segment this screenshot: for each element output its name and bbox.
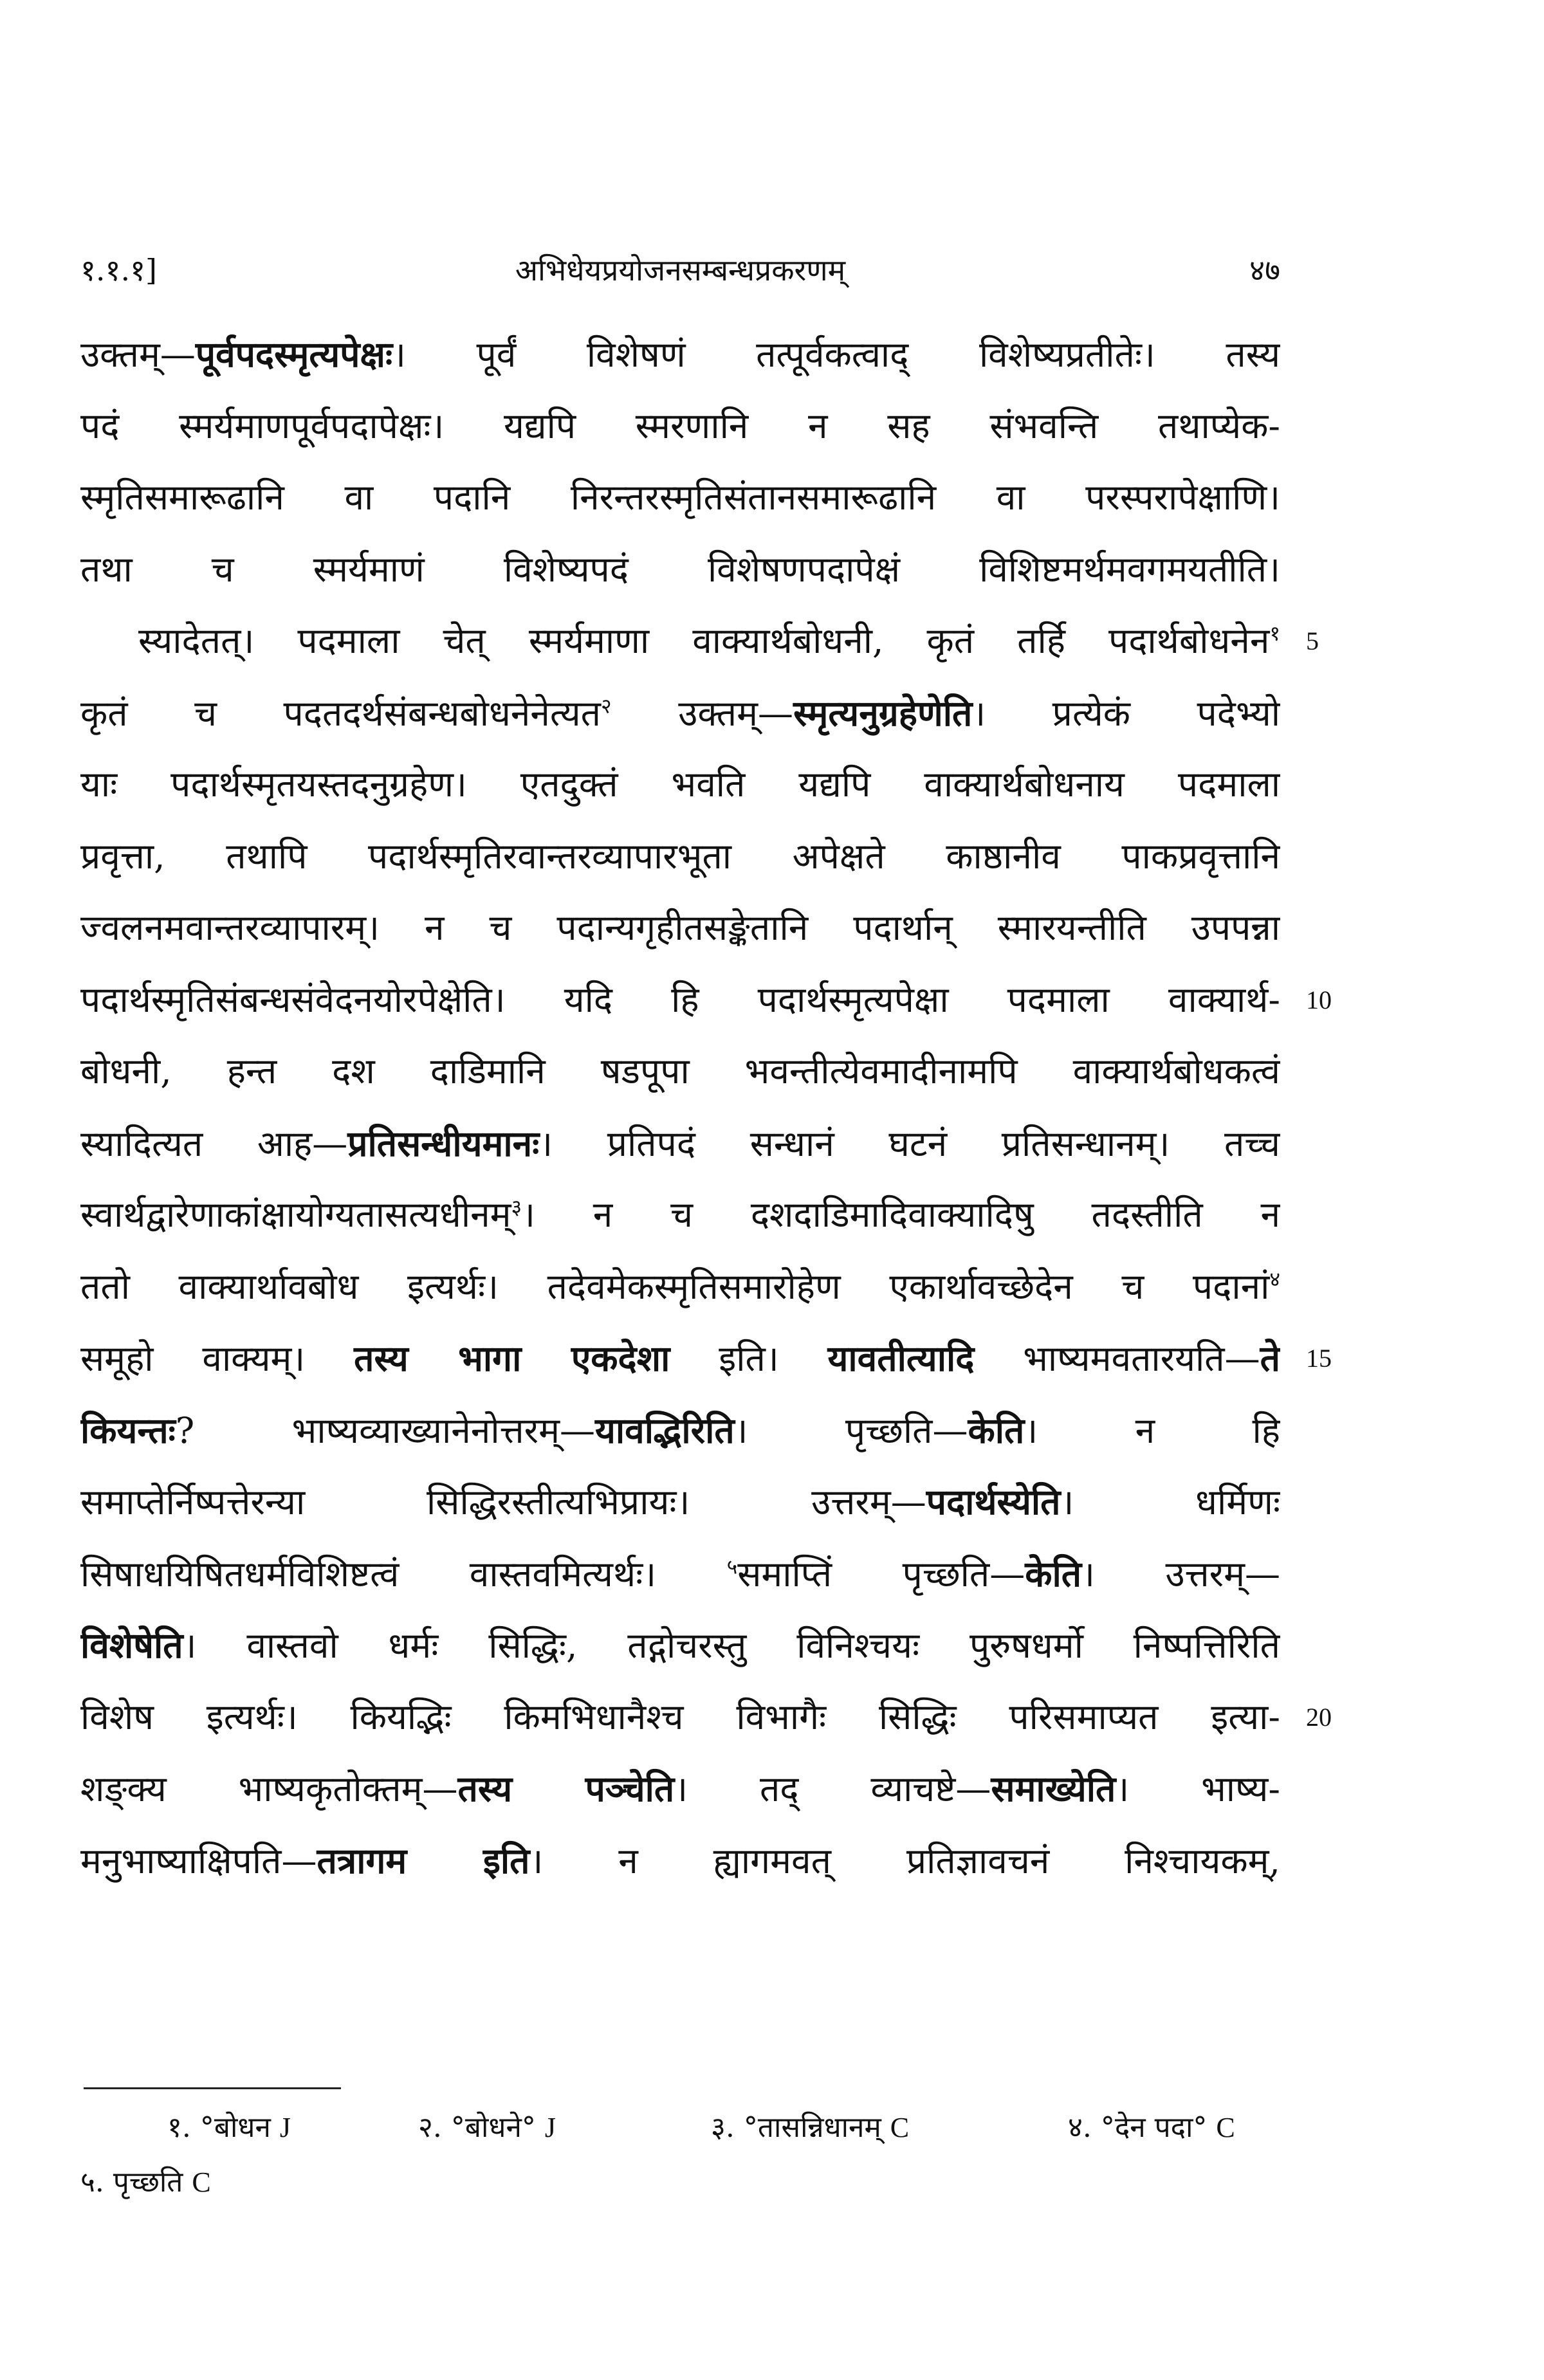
text-line [80, 1036, 1280, 1108]
text-run: । पृच्छति— [734, 1409, 968, 1451]
text-run: स्मृतिसमारूढानि वा पदानि निरन्तरस्मृतिसंतानसमारूढानि वा परस्परापेक्षाणि। [80, 477, 1280, 518]
text-run: शङ्क्य भाष्यकृतोक्तम्— [80, 1768, 458, 1809]
line-number: 5 [1306, 627, 1319, 655]
text-line [80, 1179, 1280, 1251]
text-line [80, 318, 1280, 390]
text-line [80, 1251, 1280, 1323]
text-run: पदं स्मर्यमाणपूर्वपदापेक्षः। यद्यपि स्मरणानि न सह संभवन्ति तथाप्येक- [80, 405, 1280, 446]
text-line [80, 1323, 1280, 1395]
main-text [80, 318, 1332, 1896]
text-run: मनुभाष्याक्षिपति— [80, 1840, 317, 1881]
text-line [80, 1395, 1280, 1467]
text-run: । भाष्य- [1116, 1768, 1280, 1809]
bold-lemma: प्रतिसन्धीयमानः [347, 1122, 540, 1164]
footnote-marker: ४ [1269, 1267, 1280, 1292]
bold-lemma: केति [1025, 1552, 1082, 1595]
text-run: समूहो वाक्यम्। [80, 1338, 354, 1379]
footnote-marker: १ [1269, 621, 1280, 646]
text-line [80, 749, 1280, 821]
page-number: ४७ [1249, 253, 1280, 288]
bold-lemma: समाख्येति [991, 1768, 1116, 1809]
text-run: । उत्तरम्— [1081, 1553, 1280, 1595]
footnote-5: ५. पृच्छति C [80, 2166, 211, 2199]
footnote-row [80, 2155, 1280, 2210]
bold-lemma: पूर्वपदस्मृत्यपेक्षः [195, 333, 393, 375]
text-run: ? भाष्यव्याख्यानेनोत्तरम्— [175, 1409, 595, 1451]
bold-lemma: तत्रागम इति [317, 1839, 530, 1881]
text-line [80, 1681, 1280, 1753]
text-line [80, 534, 1280, 606]
text-line [80, 462, 1280, 534]
text-run: समाप्तिं पृच्छति— [737, 1553, 1025, 1595]
text-line [80, 1466, 1280, 1538]
text-run: । न ह्यागमवत् प्रतिज्ञावचनं निश्चायकम्, [529, 1840, 1280, 1881]
bold-lemma: यावतीत्यादि [827, 1337, 975, 1379]
text-run: समाप्तेर्निष्पत्तेरन्या सिद्धिरस्तीत्यभिप्रायः। उत्तरम्— [80, 1481, 926, 1523]
text-line [80, 605, 1280, 677]
text-line [80, 1609, 1280, 1681]
bold-lemma: पदार्थस्येति [926, 1481, 1061, 1523]
text-line [80, 1825, 1280, 1897]
text-run: इति। [670, 1338, 828, 1379]
text-run: । प्रतिपदं सन्धानं घटनं प्रतिसन्धानम्। तच्च [539, 1122, 1280, 1164]
text-run: ततो वाक्यार्थावबोध इत्यर्थः। तदेवमेकस्मृतिसमारोहेण एकार्थावच्छेदेन च पदानां [80, 1265, 1270, 1307]
footnote-1: १. °बोधन J [167, 2111, 291, 2144]
text-run: । तद् व्याचष्टे— [674, 1768, 991, 1809]
text-line [80, 1108, 1280, 1180]
footnote-3: ३. °तासन्निधानम् C [711, 2111, 910, 2144]
bold-lemma: कियन्तः [80, 1409, 176, 1451]
text-run: । पूर्वं विशेषणं तत्पूर्वकत्वाद् विशेष्यप्रतीतेः। तस्य [392, 334, 1280, 375]
text-run: स्यादित्यत आह— [80, 1122, 348, 1164]
bold-lemma: तस्य पञ्चेति [457, 1768, 675, 1809]
text-run: स्यादेतत्। पदमाला चेत् स्मर्यमाणा वाक्यार्थबोधनी, कृतं तर्हि पदार्थबोधनेन [138, 620, 1270, 661]
text-line [80, 821, 1280, 893]
text-run: विशेष इत्यर्थः। कियद्भिः किमभिधानैश्च विभागैः सिद्धिः परिसमाप्यत इत्या- [80, 1696, 1280, 1737]
bold-lemma: केति [968, 1409, 1025, 1451]
text-run: याः पदार्थस्मृतयस्तदनुग्रहेण। एतदुक्तं भवति यद्यपि वाक्यार्थबोधनाय पदमाला [80, 764, 1280, 805]
text-run: पदार्थस्मृतिसंबन्धसंवेदनयोरपेक्षेति। यदि हि पदार्थस्मृत्यपेक्षा पदमाला वाक्यार्थ- [80, 978, 1280, 1020]
text-run: । न हि [1024, 1409, 1280, 1451]
text-run: सिषाधयिषितधर्मविशिष्टत्वं वास्तवमित्यर्थः। [80, 1553, 727, 1595]
bold-lemma: तस्य भागा एकदेशा [354, 1337, 670, 1379]
text-line [80, 677, 1280, 749]
text-run: भाष्यमवतारयति— [974, 1338, 1260, 1379]
bold-lemma: स्मृत्यनुग्रहेणेति [793, 691, 973, 734]
footnote-rule [84, 2087, 341, 2089]
line-number: 20 [1306, 1702, 1332, 1732]
bold-lemma: ते [1260, 1337, 1280, 1379]
footnote-row [80, 2100, 1280, 2155]
line-number: 10 [1306, 985, 1332, 1014]
footnote-4: ४. °देन पदा° C [1068, 2111, 1235, 2144]
text-line [80, 390, 1280, 462]
section-number: १.१.१] [80, 253, 157, 288]
chapter-title: अभिधेयप्रयोजनसम्बन्धप्रकरणम् [515, 253, 846, 288]
running-head [80, 244, 1280, 296]
text-run: । प्रत्येकं पदेभ्यो [972, 692, 1280, 734]
line-number: 15 [1306, 1344, 1332, 1373]
footnote-marker: २ [601, 693, 612, 719]
footnotes [80, 2100, 1280, 2210]
footnote-2: २. °बोधने° J [418, 2111, 556, 2144]
footnote-marker: ३ [511, 1195, 522, 1220]
text-run: बोधनी, हन्त दश दाडिमानि षडपूपा भवन्तीत्येवमादीनामपि वाक्यार्थबोधकत्वं [80, 1050, 1280, 1092]
text-run: उक्तम्— [80, 334, 196, 375]
text-line [80, 1753, 1280, 1825]
text-run: स्वार्थद्वारेणाकांक्षायोग्यतासत्यधीनम् [80, 1194, 511, 1235]
text-run: ज्वलनमवान्तरव्यापारम्। न च पदान्यगृहीतसङ्केतानि पदार्थान् स्मारयन्तीति उपपन्ना [80, 907, 1280, 948]
text-line [80, 892, 1280, 964]
text-run: । न च दशदाडिमादिवाक्यादिषु तदस्तीति न [522, 1194, 1280, 1235]
text-run: प्रवृत्ता, तथापि पदार्थस्मृतिरवान्तरव्यापारभूता अपेक्षते काष्ठानीव पाकप्रवृत्तानि [80, 835, 1280, 877]
bold-lemma: यावद्भिरिति [594, 1409, 735, 1451]
bold-lemma: विशेषेति [80, 1624, 183, 1666]
text-run: उक्तम्— [611, 692, 794, 734]
text-run: । वास्तवो धर्मः सिद्धिः, तद्गोचरस्तु विनिश्चयः पुरुषधर्मो निष्पत्तिरिति [183, 1625, 1280, 1666]
text-run: तथा च स्मर्यमाणं विशेष्यपदं विशेषणपदापेक्षं विशिष्टमर्थमवगमयतीति। [80, 548, 1280, 590]
text-run: । धर्मिणः [1060, 1481, 1280, 1523]
text-line [80, 1538, 1280, 1610]
footnote-marker: ५ [726, 1554, 738, 1579]
text-line [80, 964, 1280, 1036]
text-run: कृतं च पदतदर्थसंबन्धबोधनेनेत्यत [80, 692, 602, 734]
